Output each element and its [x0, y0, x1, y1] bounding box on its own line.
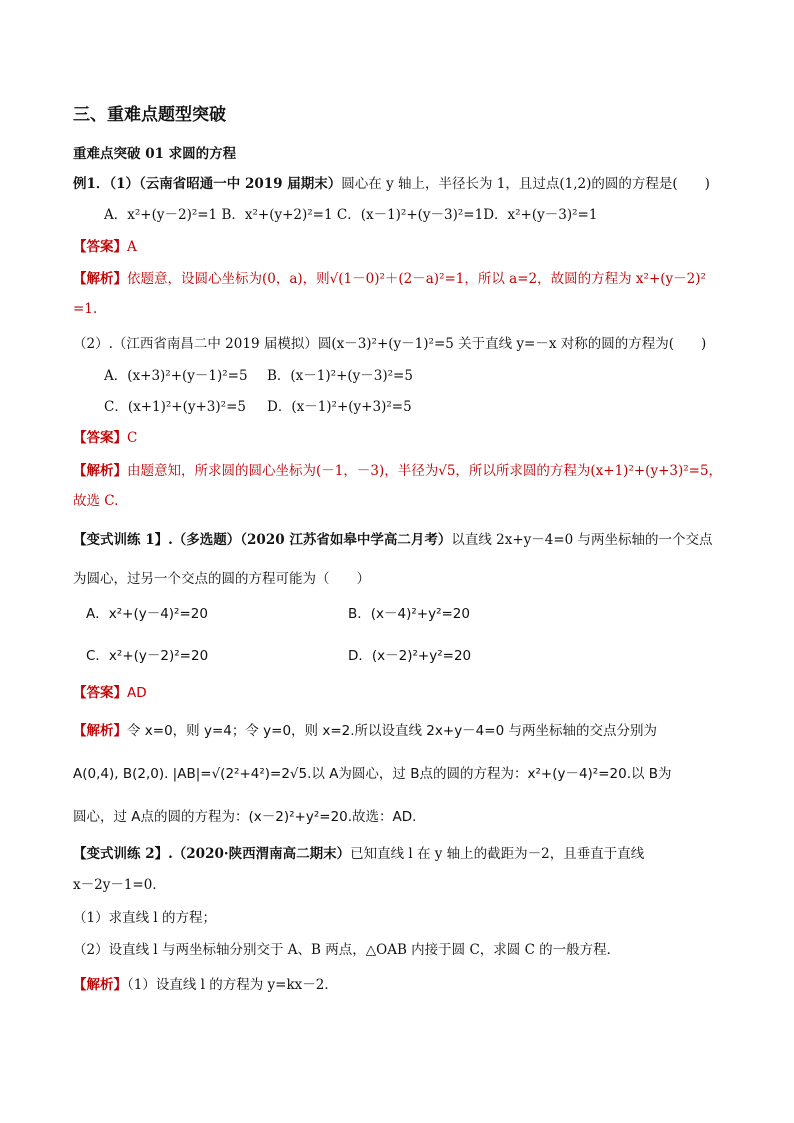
analysis-label: 【解析】 [73, 723, 127, 739]
v1-tag: .（多选题）（2020 江苏省如皋中学高二月考） [168, 532, 452, 548]
ex1-head: 例1． [73, 176, 110, 192]
ex1-stem [73, 175, 710, 193]
answer-value: AD [127, 685, 147, 701]
v2-stem [73, 845, 644, 863]
v2-question-2: （2）设直线 l 与两坐标轴分别交于 A、B 两点，△OAB 内接于圆 C，求圆 C 的一般方程． [73, 942, 621, 958]
ex1-analysis-cont: =1. [73, 301, 98, 317]
analysis-text: 由题意知，所求圆的圆心坐标为(－1，－3)，半径为√5，所以所求圆的方程为(x+1)²+(y+3)²=5， [127, 463, 723, 479]
ex1-source: （1）（云南省昭通一中 2019 届期末） [109, 176, 342, 192]
v1-option-d: D．(x－2)²+y²=20 [348, 648, 472, 664]
v1-answer [73, 684, 147, 702]
ex2-option-c: C．(x+1)²+(y+3)²=5 [104, 399, 246, 415]
v2-tag: .（2020·陕西渭南高二期末） [168, 846, 351, 862]
v2-stem-text: 已知直线 l 在 y 轴上的截距为－2，且垂直于直线 [350, 846, 645, 862]
ex2-analysis [73, 462, 722, 480]
ex1-options: A．x²+(y－2)²=1 B．x²+(y+2)²=1 C．(x－1)²+(y－3)²=1D．x²+(y－3)²=1 [104, 207, 598, 223]
ex1-question: 圆心在 y 轴上，半径长为 1，且过点(1,2)的圆的方程是( ) [341, 176, 710, 192]
ex2-option-b: B．(x－1)²+(y－3)²=5 [267, 368, 413, 384]
ex2-stem: （2）.（江西省南昌二中 2019 届模拟）圆(x－3)²+(y－1)²=5 关于直线 y=－x 对称的圆的方程为( ) [73, 336, 707, 352]
analysis-text: 依题意，设圆心坐标为(0，a)，则√(1－0)²＋(2－a)²=1，所以 a=2，故圆的方程为 x²+(y－2)² [127, 271, 706, 287]
v1-analysis [73, 722, 657, 740]
answer-value: C [127, 430, 138, 446]
v1-stem-cont: 为圆心，过另一个交点的圆的方程可能为（ ） [73, 571, 370, 587]
answer-label: 【答案】 [73, 239, 127, 255]
v1-analysis-line3: 圆心，过 A点的圆的方程为：(x－2)²+y²=20.故选：AD. [73, 809, 417, 825]
analysis-text: 令 x=0，则 y=4；令 y=0，则 x=2.所以设直线 2x+y－4=0 与两坐标轴的交点分别为 [127, 723, 657, 739]
ex1-answer [73, 238, 137, 256]
answer-label: 【答案】 [73, 430, 127, 446]
section-title: 三、重难点题型突破 [73, 105, 226, 125]
sub-title: 重难点突破 01 求圆的方程 [73, 146, 237, 162]
v1-stem [73, 531, 713, 549]
v1-option-a: A．x²+(y－4)²=20 [86, 606, 208, 622]
answer-value: A [127, 239, 137, 255]
ex1-analysis [73, 270, 706, 288]
ex2-option-a: A．(x+3)²+(y－1)²=5 [104, 368, 248, 384]
v2-analysis [73, 976, 338, 994]
v2-stem-cont: x－2y－1=0． [73, 877, 166, 893]
analysis-text: （1）设直线 l 的方程为 y=kx－2． [127, 977, 338, 993]
analysis-label: 【解析】 [73, 977, 127, 993]
v1-option-b: B．(x－4)²+y²=20 [348, 606, 470, 622]
analysis-label: 【解析】 [73, 463, 127, 479]
v2-question-1: （1）求直线 l 的方程； [73, 910, 216, 926]
analysis-label: 【解析】 [73, 271, 127, 287]
v1-label: 【变式训练 1】 [73, 532, 169, 548]
ex2-analysis-cont: 故选 C. [73, 493, 119, 509]
ex2-answer [73, 429, 137, 447]
answer-label: 【答案】 [73, 685, 127, 701]
v1-analysis-line2: A(0,4), B(2,0). |AB|=√(2²+4²)=2√5.以 A为圆心，过 B点的圆的方程为：x²+(y－4)²=20.以 B为 [73, 766, 672, 782]
v1-option-c: C．x²+(y－2)²=20 [86, 648, 209, 664]
v2-label: 【变式训练 2】 [73, 846, 169, 862]
ex2-option-d: D．(x－1)²+(y+3)²=5 [267, 399, 412, 415]
v1-stem-text: 以直线 2x+y－4=0 与两坐标轴的一个交点 [451, 532, 713, 548]
